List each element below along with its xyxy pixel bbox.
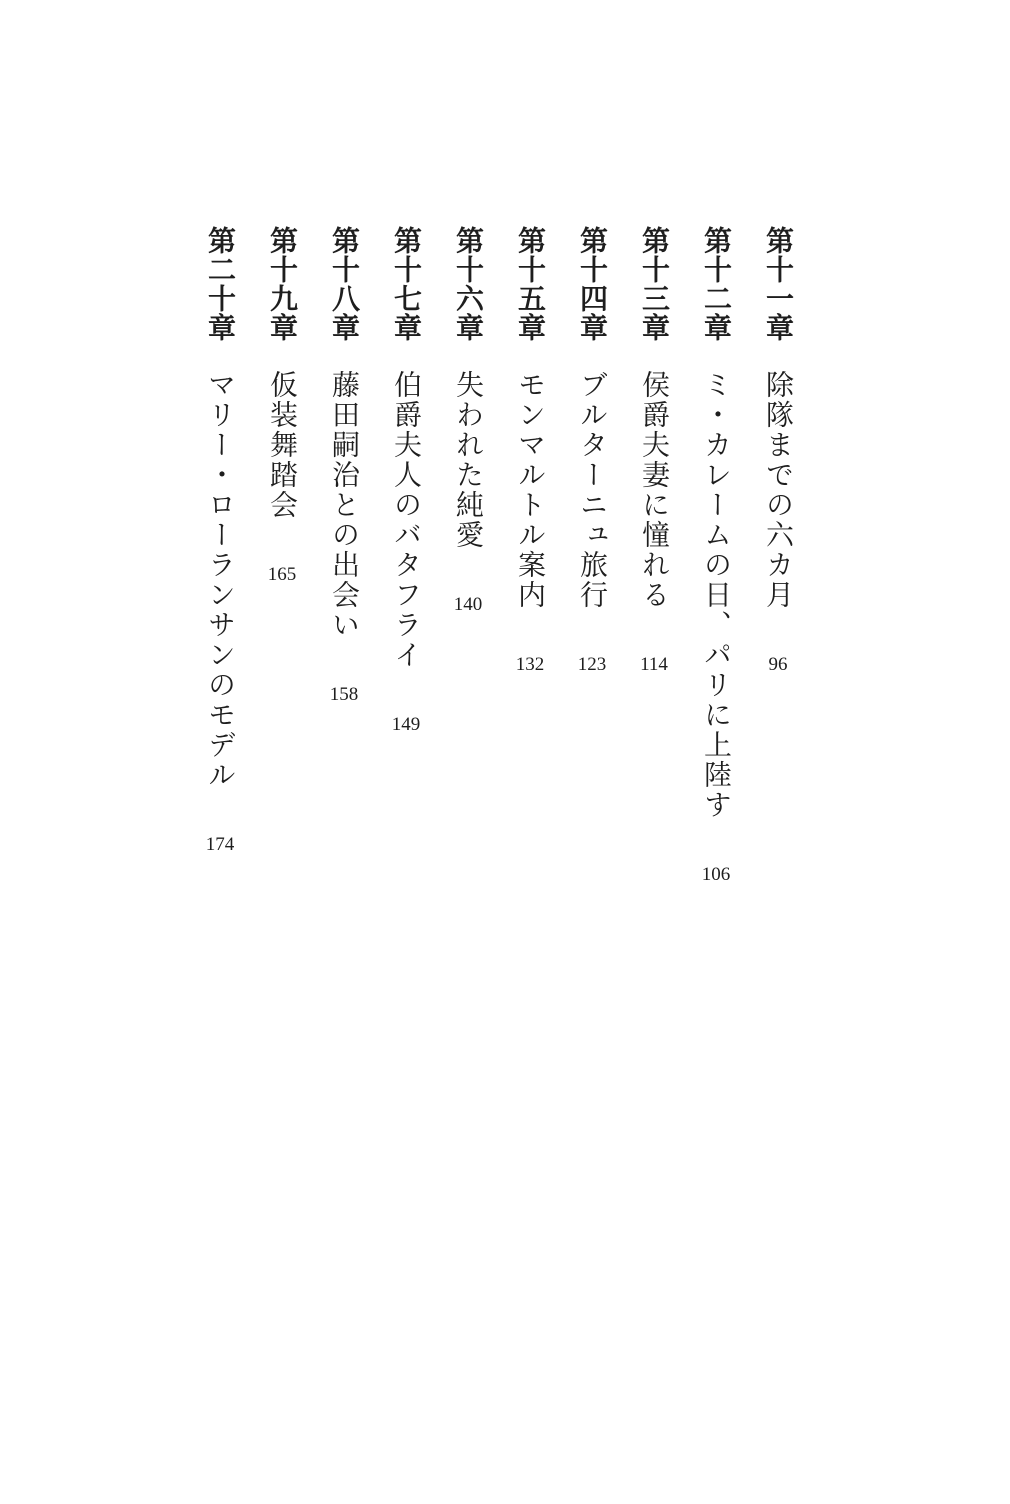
chapter-title: 侯爵夫妻に憧れる — [638, 370, 671, 610]
chapter-number: 第十七章 — [390, 226, 423, 342]
chapter-number: 第十四章 — [576, 226, 609, 342]
chapter-number: 第十三章 — [638, 226, 671, 342]
toc-entry-ch18 — [326, 226, 362, 706]
chapter-title: 伯爵夫人のバタフライ — [390, 370, 423, 670]
chapter-number: 第二十章 — [204, 226, 237, 342]
page-number: 174 — [205, 834, 235, 855]
page-number: 149 — [391, 714, 421, 735]
chapter-title: マリー・ローランサンのモデル — [204, 370, 237, 790]
toc-entry-ch12 — [698, 226, 734, 886]
chapter-title: 仮装舞踏会 — [266, 370, 299, 520]
toc-entry-ch20 — [202, 226, 238, 856]
page-number: 123 — [577, 654, 607, 675]
toc-entry-ch15 — [512, 226, 548, 676]
toc-entry-ch11 — [760, 226, 796, 676]
page-number: 132 — [515, 654, 545, 675]
toc-entry-ch13 — [636, 226, 672, 676]
chapter-title: モンマルトル案内 — [514, 370, 547, 610]
page-number: 140 — [453, 594, 483, 615]
chapter-number: 第十一章 — [762, 226, 795, 342]
chapter-title: ブルターニュ旅行 — [576, 370, 609, 610]
chapter-number: 第十八章 — [328, 226, 361, 342]
page-number: 96 — [768, 654, 788, 675]
chapter-title: ミ・カレームの日、パリに上陸す — [700, 370, 733, 820]
toc-entry-ch17 — [388, 226, 424, 736]
page-number: 165 — [267, 564, 297, 585]
chapter-title: 除隊までの六カ月 — [762, 370, 795, 610]
chapter-title: 失われた純愛 — [452, 370, 485, 550]
page-number: 158 — [329, 684, 359, 705]
chapter-number: 第十五章 — [514, 226, 547, 342]
chapter-number: 第十九章 — [266, 226, 299, 342]
toc-entry-ch14 — [574, 226, 610, 676]
page-number: 106 — [701, 864, 731, 885]
toc-entry-ch19 — [264, 226, 300, 586]
chapter-number: 第十二章 — [700, 226, 733, 342]
chapter-title: 藤田嗣治との出会い — [328, 370, 361, 640]
chapter-number: 第十六章 — [452, 226, 485, 342]
toc-entry-ch16 — [450, 226, 486, 616]
page-number: 114 — [640, 654, 668, 675]
